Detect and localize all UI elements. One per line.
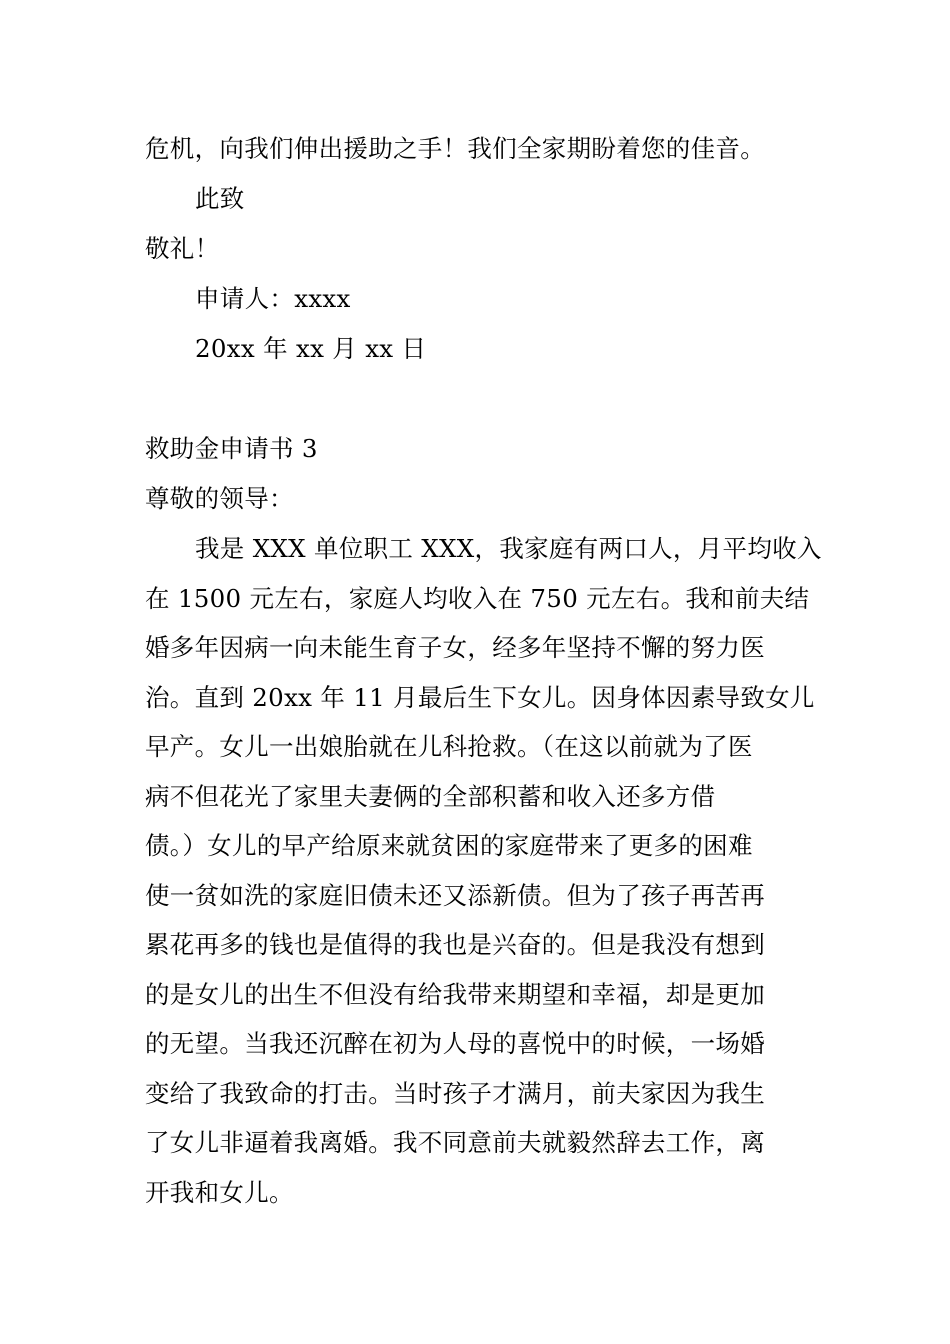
body-line: 病不但花光了家里夫妻俩的全部积蓄和收入还多方借	[145, 782, 716, 811]
body-line: 的无望。当我还沉醉在初为人母的喜悦中的时候，一场婚	[145, 1029, 765, 1058]
body-line: 我是 XXX 单位职工 XXX，我家庭有两口人，月平均收入	[195, 534, 822, 563]
salutation-respectfully: 此致	[195, 184, 245, 213]
applicant-line: 申请人：xxxx	[195, 284, 351, 313]
closing-line: 危机，向我们伸出援助之手！我们全家期盼着您的佳音。	[145, 134, 765, 163]
body-line: 早产。女儿一出娘胎就在儿科抢救。（在这以前就为了医	[145, 732, 753, 761]
body-line: 了女儿非逼着我离婚。我不同意前夫就毅然辞去工作，离	[145, 1128, 765, 1157]
body-line: 的是女儿的出生不但没有给我带来期望和幸福，却是更加	[145, 980, 765, 1009]
greeting: 尊敬的领导：	[145, 484, 294, 513]
body-line: 开我和女儿。	[145, 1178, 294, 1207]
body-line: 使一贫如洗的家庭旧债未还又添新债。但为了孩子再苦再	[145, 881, 765, 910]
body-line: 婚多年因病一向未能生育子女，经多年坚持不懈的努力医	[145, 633, 765, 662]
body-line: 治。直到 20xx 年 11 月最后生下女儿。因身体因素导致女儿	[145, 683, 815, 712]
salutation-regards: 敬礼！	[145, 234, 220, 263]
body-line: 累花再多的钱也是值得的我也是兴奋的。但是我没有想到	[145, 930, 765, 959]
body-line: 债。）女儿的早产给原来就贫困的家庭带来了更多的困难	[145, 831, 753, 860]
section-title: 救助金申请书 3	[145, 434, 318, 463]
body-line: 在 1500 元左右，家庭人均收入在 750 元左右。我和前夫结	[145, 584, 810, 613]
date-line: 20xx 年 xx 月 xx 日	[195, 334, 427, 363]
body-line: 变给了我致命的打击。当时孩子才满月，前夫家因为我生	[145, 1079, 765, 1108]
